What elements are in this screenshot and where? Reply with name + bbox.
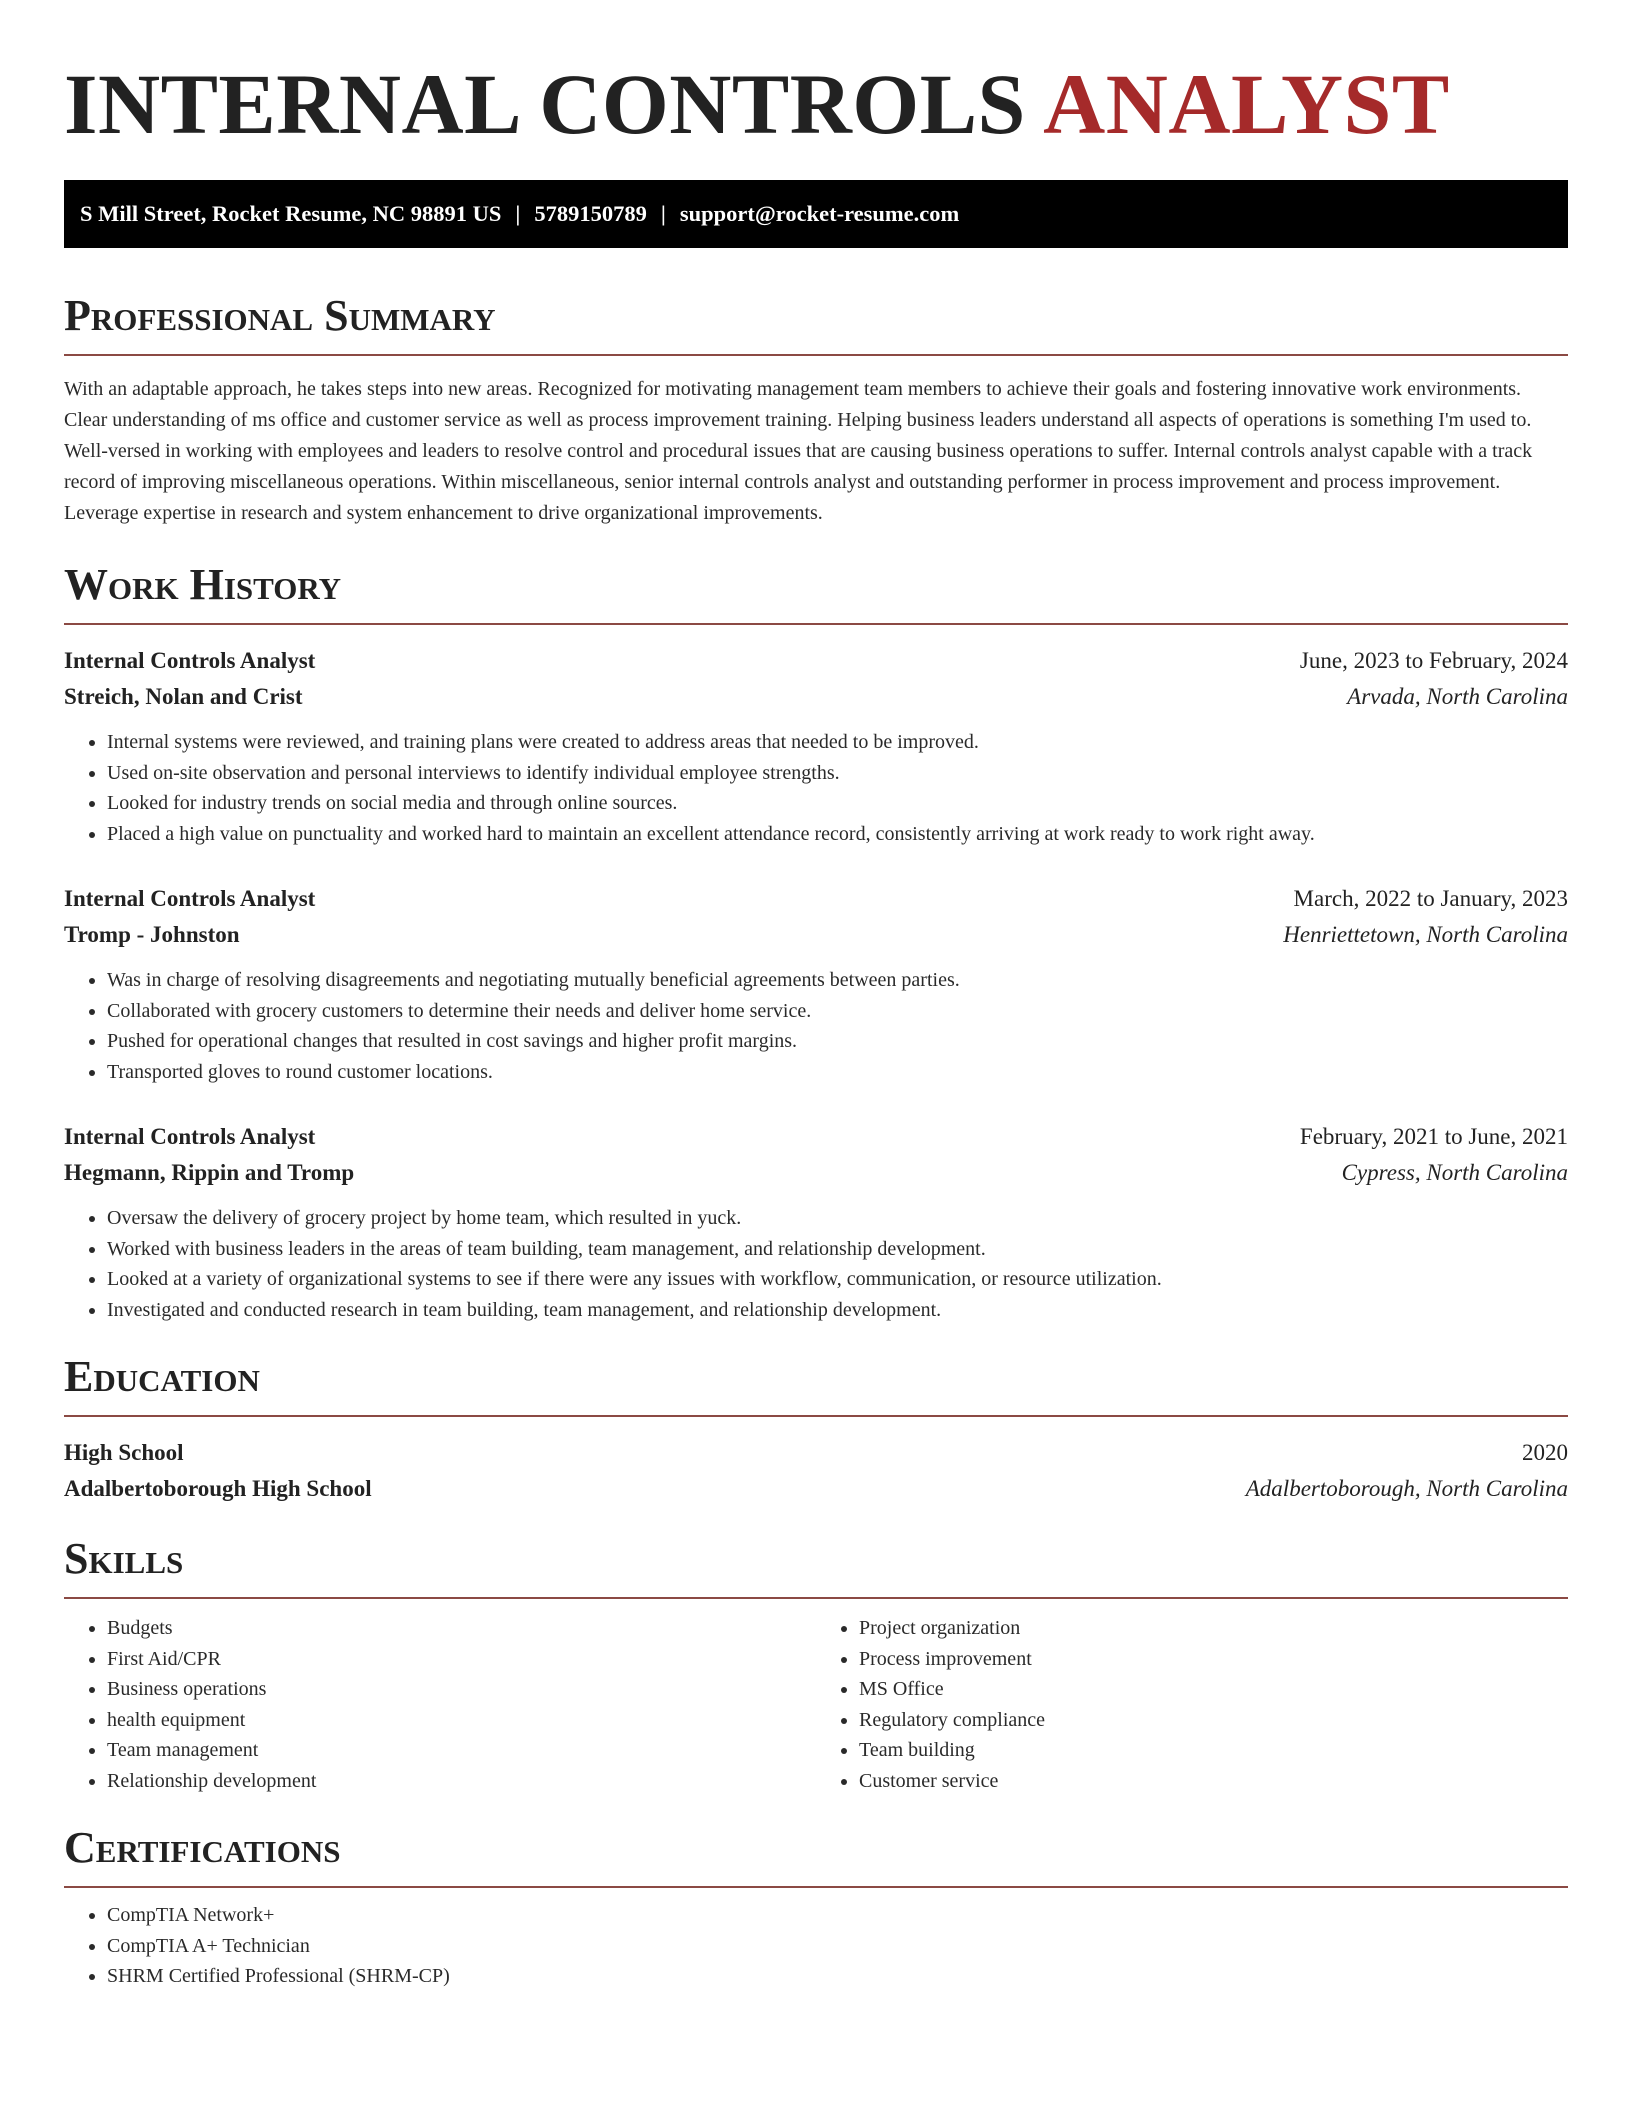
education-school: Adalbertoborough High School bbox=[64, 1476, 372, 1501]
name-main: INTERNAL CONTROLS bbox=[64, 56, 1026, 152]
certifications-section bbox=[64, 1824, 1568, 1992]
job-location: Cypress, North Carolina bbox=[1341, 1160, 1568, 1185]
job-role: Internal Controls Analyst bbox=[64, 648, 316, 673]
contact-separator: | bbox=[515, 201, 521, 226]
certification-item: • CompTIA Network+ bbox=[107, 1900, 1568, 1931]
job-bullet: • Looked for industry trends on social media and through online sources. bbox=[107, 788, 1568, 819]
certification-item: • SHRM Certified Professional (SHRM-CP) bbox=[107, 1961, 1568, 1992]
skill-item: • health equipment bbox=[107, 1705, 816, 1736]
job-bullet: • Was in charge of resolving disagreements and negotiating mutually beneficial agreements between parties. bbox=[107, 965, 1568, 996]
job-bullet: • Placed a high value on punctuality and worked hard to maintain an excellent attendance record, consistently arriving at work ready to work right away. bbox=[107, 819, 1568, 850]
education-section bbox=[64, 1353, 1568, 1507]
job-role: Internal Controls Analyst bbox=[64, 886, 316, 911]
job-entry bbox=[64, 881, 1568, 1087]
job-entry bbox=[64, 643, 1568, 849]
contact-separator: | bbox=[660, 201, 666, 226]
skill-item: • Process improvement bbox=[859, 1644, 1568, 1675]
job-bullet: • Looked at a variety of organizational systems to see if there were any issues with workflow, communication, or resource utilization. bbox=[107, 1264, 1568, 1295]
job-dates: February, 2021 to June, 2021 bbox=[1299, 1124, 1568, 1149]
job-subheader bbox=[64, 679, 1568, 715]
job-bullets bbox=[64, 727, 1568, 849]
contact-phone: 5789150789 bbox=[534, 201, 647, 226]
education-degree: High School bbox=[64, 1440, 184, 1465]
education-year: 2020 bbox=[1522, 1440, 1568, 1465]
job-bullet: • Collaborated with grocery customers to determine their needs and deliver home service. bbox=[107, 996, 1568, 1027]
skills-list-right bbox=[816, 1613, 1568, 1796]
job-bullet: • Transported gloves to round customer locations. bbox=[107, 1057, 1568, 1088]
job-bullet: • Oversaw the delivery of grocery project by home team, which resulted in yuck. bbox=[107, 1203, 1568, 1234]
section-title-certifications: Certifications bbox=[64, 1824, 1568, 1888]
job-location: Henriettetown, North Carolina bbox=[1283, 922, 1568, 947]
job-dates: March, 2022 to January, 2023 bbox=[1293, 886, 1568, 911]
certifications-list bbox=[64, 1900, 1568, 1992]
summary-text: With an adaptable approach, he takes steps into new areas. Recognized for motivating management team members to achieve their goals and fostering innovative work environments. Clear understanding of ms office and customer service as well as process improvement training. Helping business leaders understand all aspects of operations is something I'm used to. Well-versed in working with employees and leaders to resolve control and procedural issues that are causing business operations to suffer. Internal controls analyst capable with a track record of improving miscellaneous operations. Within miscellaneous, senior internal controls analyst and outstanding performer in process improvement and process improvement. Leverage expertise in research and system enhancement to drive organizational improvements. bbox=[64, 378, 1533, 524]
job-header bbox=[64, 643, 1568, 679]
education-subheader bbox=[64, 1471, 1568, 1507]
name-accent: ANALYST bbox=[1043, 56, 1450, 152]
education-entry bbox=[64, 1435, 1568, 1507]
section-title-skills: Skills bbox=[64, 1535, 1568, 1599]
skill-item: • Relationship development bbox=[107, 1766, 816, 1797]
contact-address: S Mill Street, Rocket Resume, NC 98891 US bbox=[80, 201, 502, 226]
skill-item: • Business operations bbox=[107, 1674, 816, 1705]
job-subheader bbox=[64, 917, 1568, 953]
job-bullet: • Internal systems were reviewed, and training plans were created to address areas that needed to be improved. bbox=[107, 727, 1568, 758]
skills-section bbox=[64, 1535, 1568, 1796]
skill-item: • Team management bbox=[107, 1735, 816, 1766]
skill-item: • Budgets bbox=[107, 1613, 816, 1644]
job-location: Arvada, North Carolina bbox=[1347, 684, 1568, 709]
summary-section bbox=[64, 292, 1568, 529]
job-entry bbox=[64, 1119, 1568, 1325]
contact-email: support@rocket-resume.com bbox=[679, 201, 960, 226]
job-bullet: • Used on-site observation and personal interviews to identify individual employee strengths. bbox=[107, 758, 1568, 789]
job-bullet: • Worked with business leaders in the areas of team building, team management, and relationship development. bbox=[107, 1234, 1568, 1265]
job-header bbox=[64, 1119, 1568, 1155]
job-dates: June, 2023 to February, 2024 bbox=[1299, 648, 1568, 673]
education-header bbox=[64, 1435, 1568, 1471]
skill-item: • Team building bbox=[859, 1735, 1568, 1766]
section-title-education: Education bbox=[64, 1353, 1568, 1417]
certification-item: • CompTIA A+ Technician bbox=[107, 1931, 1568, 1962]
job-subheader bbox=[64, 1155, 1568, 1191]
skills-grid bbox=[64, 1613, 1568, 1796]
job-bullets bbox=[64, 965, 1568, 1087]
job-company: Streich, Nolan and Crist bbox=[64, 684, 303, 709]
section-title-summary: Professional Summary bbox=[64, 292, 1568, 356]
job-company: Tromp - Johnston bbox=[64, 922, 240, 947]
work-history-section bbox=[64, 561, 1568, 1325]
skills-list-left bbox=[64, 1613, 816, 1796]
job-header bbox=[64, 881, 1568, 917]
section-title-work-history: Work History bbox=[64, 561, 1568, 625]
skill-item: • Customer service bbox=[859, 1766, 1568, 1797]
skill-item: • Regulatory compliance bbox=[859, 1705, 1568, 1736]
skill-item: • MS Office bbox=[859, 1674, 1568, 1705]
job-bullet: • Investigated and conducted research in team building, team management, and relationship development. bbox=[107, 1295, 1568, 1326]
education-location: Adalbertoborough, North Carolina bbox=[1245, 1476, 1568, 1501]
job-role: Internal Controls Analyst bbox=[64, 1124, 316, 1149]
job-bullets bbox=[64, 1203, 1568, 1325]
job-bullet: • Pushed for operational changes that resulted in cost savings and higher profit margins. bbox=[107, 1026, 1568, 1057]
contact-bar bbox=[64, 180, 1568, 248]
skill-item: • First Aid/CPR bbox=[107, 1644, 816, 1675]
resume-name bbox=[64, 58, 1568, 150]
job-company: Hegmann, Rippin and Tromp bbox=[64, 1160, 355, 1185]
skill-item: • Project organization bbox=[859, 1613, 1568, 1644]
